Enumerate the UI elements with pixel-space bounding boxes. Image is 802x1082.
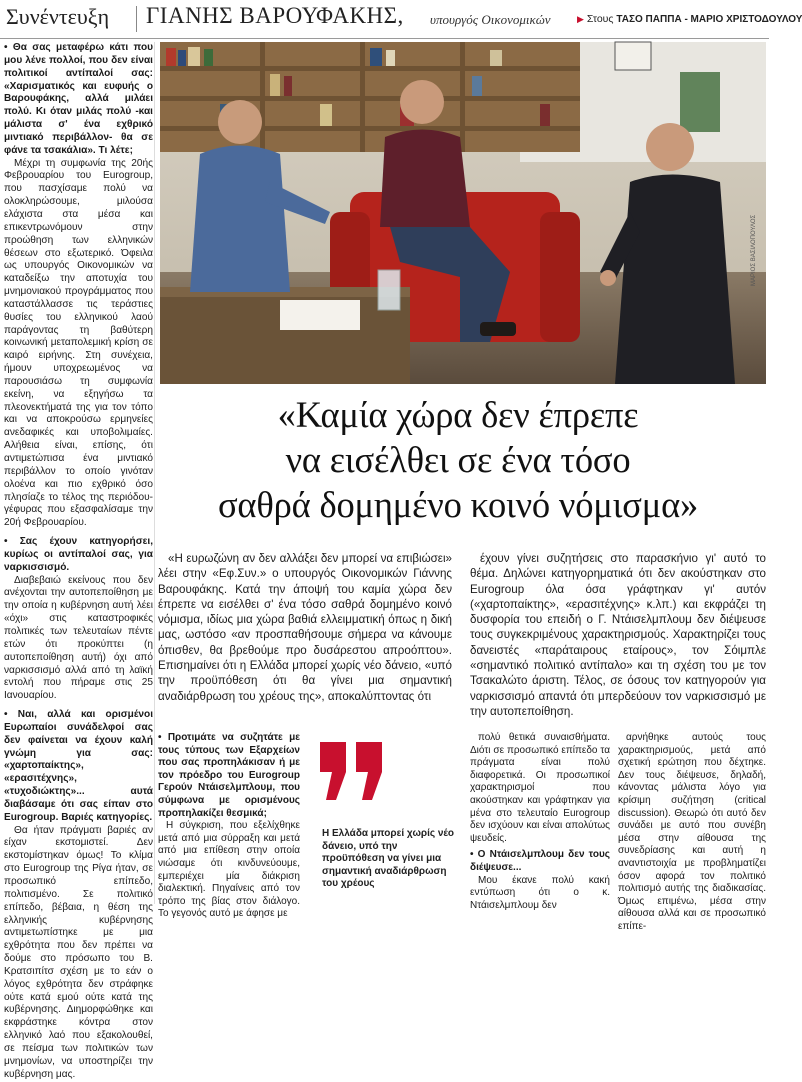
question-5: • Ο Ντάισελμπλουμ δεν τους διέψευσε... (470, 849, 610, 873)
byline (577, 13, 802, 25)
byline-arrow-icon: ▶ (577, 14, 584, 24)
answer-2: Διαβεβαιώ εκείνους που δεν ανέχονται την αυτοπεποίθηση με την οποία η κυβέρνηση αυτή λέει «όχι» στις καταστροφικές πολιτικές των τελευταίων πέντε ετών ότι προκύπτει (η αυτοπεποίθηση αυτή) όχι από ναρκισσισμό αλλά από τη λαϊκή εντολή που πήραμε στις 25 Ιανουαρίου. (4, 574, 153, 702)
photo-credit: ΜΑΡΙΟΣ ΒΑΣΙΛΟΠΟΥΛΟΣ (751, 214, 757, 286)
headline-line-2: να εισέλθει σε ένα τόσο (285, 439, 631, 480)
byline-prefix: Στους (586, 13, 614, 25)
pull-quote-text: Η Ελλάδα μπορεί χωρίς νέο δάνειο, υπό την προϋπόθεση να γίνει μια σημαντική αναδιάρθρωση του χρέους (322, 828, 455, 889)
section-label: Συνέντευξη (6, 4, 110, 29)
answer-5-cont: αρνήθηκε αυτούς τους χαρακτηρισμούς, μετά από σχετική ερώτηση που δέχτηκε. Δεν τους διέψευσε, δηλαδή, κάνοντας μάλιστα λόγο για κρίσιμη συζήτηση (critical discussion). Θεωρώ ότι αυτό δεν συνάδει με αυτό που συνέβη μέσα στην αίθουσα της συνεδρίασης και αυτή η αναντιστοιχία με προβληματίζει όσον αφορά τον πολιτικό πολιτισμό αυτής της διαδικασίας. Όμως επιμένω, μέσα στην αίθουσα αλλά και σε προσωπικό επίπε- (618, 732, 766, 932)
lower-column-3 (470, 732, 610, 912)
interview-photo-illustration (160, 42, 766, 384)
question-1: • Θα σας μεταφέρω κάτι που μου λένε πολλοί, που δεν είναι πολιτικοί αντίπαλοί σας: «Χαρισματικός και ευφυής ο Βαρουφάκης, αλλά μιλάει πολύ. Κι όταν μιλάς πολύ -και μάλιστα σ' ένα εχθρικό μιντιακό περιβάλλον- θα σε φάνε τα τσακάλια». Τι λέτε; (4, 42, 153, 156)
intro-text-2: έχουν γίνει συζητήσεις στο παρασκήνιο γι' αυτό το θέμα. Δηλώνει κατηγορηματικά ότι δεν ακούστηκαν στο Eurogroup όλα όσα γράφτηκαν γι' αυτόν («χαρτοπαίκτης», «ερασιτέχνης» κ.λπ.) και εκφράζει τη δυσφορία του επειδή ο Γ. Ντάισελμπλουμ δεν διέψευσε τους συγκεκριμένους χαρακτηρισμούς. Χαρακτηρίζει τους δανειστές «παράταιρους εταίρους», τον Σόιμπλε «σημαντικό πολιτικό αντίπαλο» και τη σχέση του με τον Τσακαλώτο άριστη. Τέλος, σε όσους τον κατηγορούν για ναρκισσισμό απαντά ότι μπερδεύουν τον ναρκισσισμό με την αυτοπεποίθηση. (470, 552, 766, 718)
headline (150, 392, 766, 527)
lower-column-4 (618, 732, 766, 934)
answer-3: Θα ήταν πράγματι βαριές αν είχαν εκστομιστεί. Δεν εκστομίστηκαν όμως! Το κλίμα στο Eurogroup της Ρίγα ήταν, σε προσωπικό επίπεδο, πολιτισμένο. Σε πολιτικό επίπεδο, βέβαια, η θέση της ελληνικής κυβέρνησης αντιμετωπίστηκε με μια εχθρότητα που δεν πρέπει να δούμε στο πρόσωπο του Β. Κρατσιπίτσ σχέση με το εάν ο λόγος εχθρότητα δεν στράφηκε ούτε κατά εμού ούτε κατά της κυβέρνησης. Διημορφώθηκε και εκφράστηκε κόντρα στον ελληνικό λαό που εξακολουθεί, σε πείσμα των πολιτικών των μνημονίων, να υποστηρίζει την κυβέρνηση μας. (4, 824, 153, 1080)
intro-column-1 (158, 551, 452, 704)
answer-1: Μέχρι τη συμφωνία της 20ής Φεβρουαρίου του Eurogroup, που πασχίσαμε πολύ να ολοκληρώσουμε, μιλούσα ελάχιστα στα μέσα και επικεντρωνόμουν στην προώθηση των ελληνικών θέσεων στο εξωτερικό. Όφειλα ως υπουργός Οικονομικών να καταδείξω την αποτυχία του μνημονιακού προγράμματος που καταστάλλασσε τις τεράστιες θυσίες του ελληνικού λαού παράγοντας τη βαθύτερη κοινωνική μεταπολεμική κρίση σε καιρό ειρήνης. Στη συνέχεια, ήμουν υποχρεωμένος να παρουσιάσω τη συμφωνία εκείνη, να εξηγήσω τα πλεονεκτήματά της για τον τόπο και να αποκρούσω ερμηνείες ανεδαφικές και υποβολιμαίες. Αλήθεια είναι, επίσης, ότι αντιμετώπισα ένα μιντιακό περιβάλλον το οποίο γινόταν ολοένα και πιο εχθρικό όσο πλησίαζε το τέλος της περιόδου-γέφυρας που εξασφαλίσαμε την 20ή Φεβρουαρίου. (4, 157, 153, 529)
interviewee-role: υπουργός Οικονομικών (430, 12, 551, 27)
lower-column-1 (158, 732, 300, 921)
question-4: • Προτιμάτε να συζητάτε με τους τύπους των Εξαρχείων που σας προπηλάκισαν ή με τον πρόεδρο του Eurogroup Γερούν Ντάισελμπλουμ, που σύμφωνα με ορισμένους προπηλακίζει θεσμικά; (158, 732, 300, 819)
headline-line-1: «Καμία χώρα δεν έπρεπε (277, 394, 639, 435)
answer-4: Η σύγκριση, που εξελίχθηκε μετά από μια σύρραξη και μετά από μια επίθεση στην οποία νιώσαμε ότι κινδυνεύουμε, εμπεριέχει μία διάκριση διαλεκτική. Πηγαίνεις από τον τρόπο της βίας στον διάλογο. Το γεγονός αυτό με άφησε με (158, 820, 300, 920)
header-divider (136, 6, 137, 32)
headline-line-3: σαθρά δομημένο κοινό νόμισμα» (217, 484, 699, 525)
interviewee-name: ΓΙΑΝΗΣ ΒΑΡΟΥΦΑΚΗΣ, (146, 3, 404, 28)
left-column-interview (4, 42, 153, 1082)
quote-marks-icon (318, 742, 388, 802)
intro-column-2 (470, 551, 766, 719)
pull-quote (310, 740, 462, 902)
intro-text-1: «Η ευρωζώνη αν δεν αλλάξει δεν μπορεί να επιβιώσει» λέει στην «Εφ.Συν.» ο υπουργός Οικονομικών Γιάννης Βαρουφάκης. Κατά την άποψή του καμία χώρα δεν έπρεπε να εισέλθει σ' ένα τόσο σαθρά δομημένο κοινό νόμισμα, ιδίως μια χώρα βαθιά ελλειμματική όπως η δική μας, ωστόσο «αν προσπαθήσουμε σήμερα να κάνουμε όπισθεν, θα βρεθούμε προ δυσάρεστου απροόπτου». Επισημαίνει ότι η Ελλάδα μπορεί χωρίς νέο δάνειο, «υπό την προϋπόθεση ότι θα γίνει μια σημαντική αναδιάρθρωση του χρέους της», αποκαλύπτοντας ότι (158, 552, 452, 703)
interview-photo (160, 42, 766, 384)
answer-5: Μου έκανε πολύ κακή εντύπωση ότι ο κ. Ντάισελμπλουμ δεν (470, 874, 610, 911)
question-2: • Σας έχουν κατηγορήσει, κυρίως οι αντίπαλοί σας, για ναρκισσισμό. (4, 536, 153, 573)
byline-names: ΤΑΣΟ ΠΑΠΠΑ - ΜΑΡΙΟ ΧΡΙΣΤΟΔΟΥΛΟΥ (616, 14, 802, 25)
question-3: • Ναι, αλλά και ορισμένοι Ευρωπαίοι συνάδελφοί σας δεν φαίνεται να έχουν καλή γνώμη για σας: «χαρτοπαίκτης», «ερασιτέχνης», «τυχοδιώκτης»... αυτά διαβάσαμε ότι σας είπαν στο Eurogroup. Βαριές κατηγορίες. (4, 709, 153, 823)
page-header (0, 0, 802, 39)
answer-4-cont: πολύ θετικά συναισθήματα. Διότι σε προσωπικό επίπεδο τα πράγματα είναι πολύ διαφορετικά. Οι προσωπικοί χαρακτηρισμοί που ακούστηκαν και γράφτηκαν για μένα στο τελευταίο Eurogroup δεν ισχύουν και είναι απολύτως ψευδείς. (470, 732, 610, 844)
